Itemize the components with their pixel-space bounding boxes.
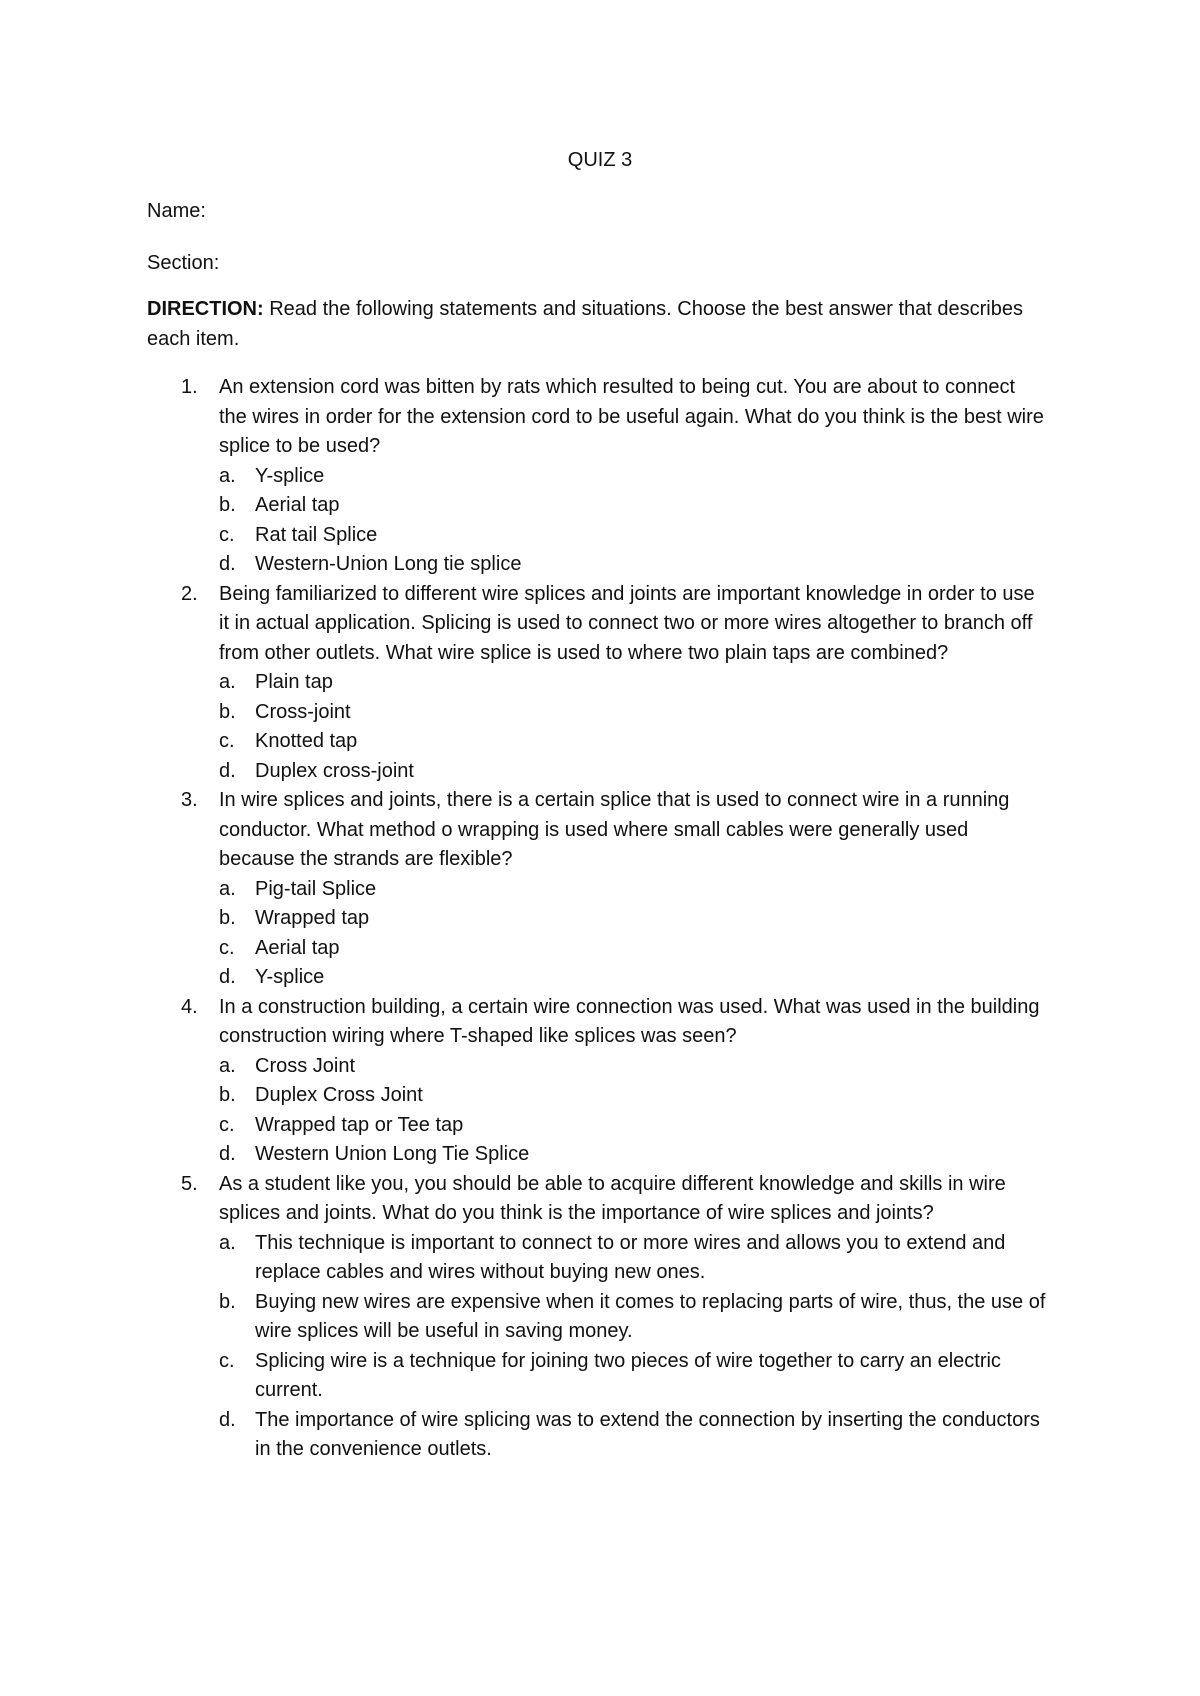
question-number: 5. bbox=[181, 1172, 198, 1195]
option-item bbox=[219, 491, 1047, 521]
option-item bbox=[219, 521, 1047, 551]
option-item bbox=[219, 727, 1047, 757]
option-letter: b. bbox=[219, 494, 236, 516]
question-number: 4. bbox=[181, 995, 198, 1018]
option-list bbox=[219, 875, 1047, 993]
option-letter: c. bbox=[219, 936, 235, 959]
question-item bbox=[147, 786, 1047, 993]
name-label: Name: bbox=[147, 200, 206, 222]
option-item bbox=[219, 1140, 1047, 1170]
direction-label: DIRECTION: bbox=[147, 298, 264, 320]
option-list bbox=[219, 462, 1047, 580]
option-text: The importance of wire splicing was to extend the connection by inserting the conductors in the convenience outlets. bbox=[255, 1408, 1040, 1460]
option-list bbox=[219, 1229, 1047, 1465]
section-label: Section: bbox=[147, 252, 220, 274]
option-letter: b. bbox=[219, 1290, 236, 1313]
question-number: 1. bbox=[181, 376, 198, 398]
option-text: Aerial tap bbox=[255, 936, 340, 959]
option-letter: b. bbox=[219, 1084, 236, 1106]
option-letter: b. bbox=[219, 700, 236, 723]
option-letter: b. bbox=[219, 907, 236, 929]
question-text: Being familiarized to different wire splices and joints are important knowledge in order to use it in actual application. Splicing is used to connect two or more wires altogether to branch off from other outlets. What wire splice is used to where two plain taps are combined? bbox=[219, 582, 1035, 664]
option-text: Western-Union Long tie splice bbox=[255, 553, 522, 575]
option-text: Y-splice bbox=[255, 464, 325, 487]
option-letter: d. bbox=[219, 1408, 236, 1431]
option-letter: c. bbox=[219, 523, 235, 546]
option-text: Aerial tap bbox=[255, 494, 340, 516]
option-item bbox=[219, 757, 1047, 787]
option-letter: a. bbox=[219, 464, 236, 487]
option-text: Duplex Cross Joint bbox=[255, 1084, 423, 1106]
option-text: Western Union Long Tie Splice bbox=[255, 1143, 530, 1165]
option-text: Duplex cross-joint bbox=[255, 759, 414, 782]
direction-paragraph bbox=[147, 295, 1047, 354]
option-item bbox=[219, 1111, 1047, 1141]
option-text: This technique is important to connect to or more wires and allows you to extend and replace cables and wires without buying new ones. bbox=[255, 1231, 1006, 1283]
option-letter: d. bbox=[219, 966, 236, 988]
option-text: Buying new wires are expensive when it comes to replacing parts of wire, thus, the use of wire splices will be useful in saving money. bbox=[255, 1290, 1046, 1342]
question-list bbox=[147, 373, 1047, 1465]
question-number: 2. bbox=[181, 582, 198, 605]
option-letter: a. bbox=[219, 1231, 236, 1254]
question-text: In a construction building, a certain wire connection was used. What was used in the building construction wiring where T-shaped like splices was seen? bbox=[219, 995, 1040, 1047]
option-letter: c. bbox=[219, 730, 235, 752]
option-text: Pig-tail Splice bbox=[255, 877, 377, 900]
option-text: Splicing wire is a technique for joining two pieces of wire together to carry an electric current. bbox=[255, 1349, 1001, 1401]
option-item bbox=[219, 550, 1047, 580]
question-item bbox=[147, 580, 1047, 787]
option-list bbox=[219, 1052, 1047, 1170]
option-item bbox=[219, 1406, 1047, 1465]
option-text: Cross Joint bbox=[255, 1054, 356, 1077]
question-text: As a student like you, you should be able to acquire different knowledge and skills in wire splices and joints. What do you think is the importance of wire splices and joints? bbox=[219, 1172, 1006, 1224]
option-letter: d. bbox=[219, 759, 236, 782]
option-item bbox=[219, 934, 1047, 964]
question-number: 3. bbox=[181, 789, 198, 811]
option-item bbox=[219, 1052, 1047, 1082]
option-text: Wrapped tap or Tee tap bbox=[255, 1113, 464, 1136]
option-text: Wrapped tap bbox=[255, 907, 370, 929]
option-item bbox=[219, 1081, 1047, 1111]
option-list bbox=[219, 668, 1047, 786]
question-text: In wire splices and joints, there is a certain splice that is used to connect wire in a running conductor. What method o wrapping is used where small cables were generally used because the strands are flexible? bbox=[219, 789, 1010, 870]
option-letter: a. bbox=[219, 877, 236, 900]
option-item bbox=[219, 668, 1047, 698]
option-letter: c. bbox=[219, 1113, 235, 1136]
option-text: Plain tap bbox=[255, 671, 333, 693]
option-item bbox=[219, 1229, 1047, 1288]
option-item bbox=[219, 462, 1047, 492]
option-letter: d. bbox=[219, 553, 236, 575]
option-text: Y-splice bbox=[255, 966, 325, 988]
option-text: Knotted tap bbox=[255, 730, 358, 752]
question-text: An extension cord was bitten by rats which resulted to being cut. You are about to connect the wires in order for the extension cord to be useful again. What do you think is the best wire splice to be used? bbox=[219, 376, 1044, 457]
option-item bbox=[219, 904, 1047, 934]
option-item bbox=[219, 875, 1047, 905]
page-title: QUIZ 3 bbox=[567, 149, 633, 171]
option-letter: a. bbox=[219, 1054, 236, 1077]
option-text: Cross-joint bbox=[255, 700, 351, 723]
option-item bbox=[219, 1347, 1047, 1406]
option-letter: d. bbox=[219, 1143, 236, 1165]
option-letter: a. bbox=[219, 671, 236, 693]
question-item bbox=[147, 373, 1047, 580]
question-item bbox=[147, 1170, 1047, 1465]
option-text: Rat tail Splice bbox=[255, 523, 378, 546]
option-item bbox=[219, 698, 1047, 728]
option-letter: c. bbox=[219, 1349, 235, 1372]
direction-text: Read the following statements and situations. Choose the best answer that describes each item. bbox=[147, 298, 1023, 350]
question-item bbox=[147, 993, 1047, 1170]
option-item bbox=[219, 1288, 1047, 1347]
option-item bbox=[219, 963, 1047, 993]
